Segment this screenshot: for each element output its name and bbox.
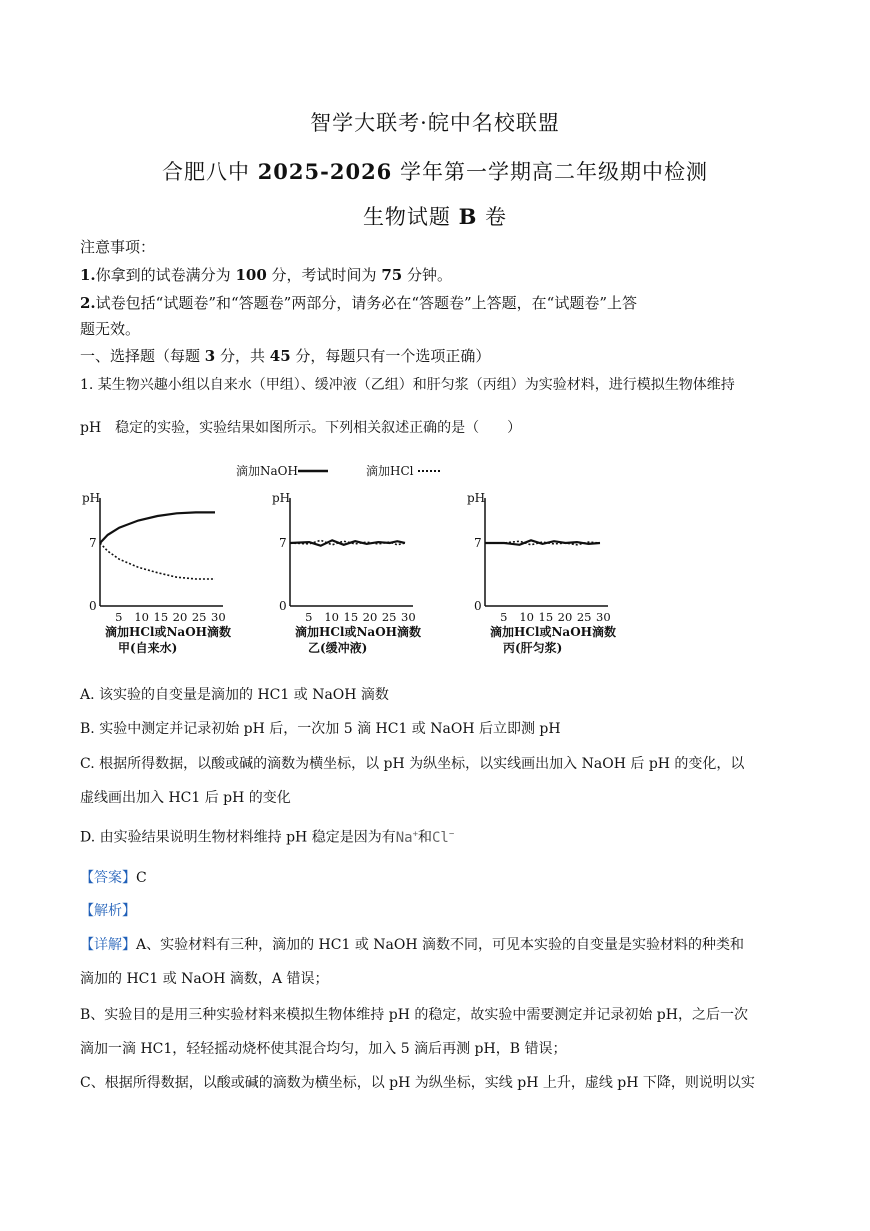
notice-item-1-text-b: 分，考试时间为 <box>266 266 382 284</box>
ph-experiment-figure <box>80 458 640 663</box>
panel-2-y-tick-7: 7 <box>279 536 287 550</box>
question-1-line-2: pH 稳定的实验，实验结果如图所示。下列相关叙述正确的是（ ） <box>80 420 522 436</box>
analysis-label: 【解析】 <box>80 903 136 919</box>
panel-1-caption: 甲(自来水) <box>118 641 178 655</box>
notice-item-1-number: 1. <box>80 266 96 284</box>
panel-3-y-tick-0: 0 <box>474 599 482 613</box>
panel-3-y-tick-7: 7 <box>474 536 482 550</box>
section-heading-b: 分，共 <box>215 347 270 365</box>
panel-1-y-label: pH <box>82 491 101 505</box>
notice-item-1 <box>80 268 452 283</box>
section-heading-a: 一、选择题（每题 <box>80 347 205 365</box>
analysis-c-line-1: C、根据所得数据，以酸或碱的滴数为横坐标，以 pH 为纵坐标，实线 pH 上升，虚线 pH 下降，则说明以实 <box>80 1075 755 1091</box>
exam-school-title <box>0 156 870 186</box>
panel-1-x-tick-20: 20 <box>172 610 188 624</box>
sodium-ion-symbol: Na <box>395 829 413 846</box>
panel-1-x-tick-30: 30 <box>211 610 226 624</box>
notice-exam-time: 75 <box>381 266 403 284</box>
option-d <box>80 830 454 845</box>
analysis-a-line-1 <box>80 938 744 952</box>
question-1-line-1: 1. 某生物兴趣小组以自来水（甲组）、缓冲液（乙组）和肝匀浆（丙组）为实验材料，进行模拟生物体维持 <box>80 377 735 393</box>
panel-2-x-tick-20: 20 <box>362 610 378 624</box>
panel-1-x-label: 滴加HCl或NaOH滴数 <box>105 625 231 639</box>
option-c-line-2: 虚线画出加入 HC1 后 pH 的变化 <box>80 790 291 806</box>
panel-1-x-tick-10: 10 <box>134 610 149 624</box>
detail-label: 【详解】 <box>80 937 136 953</box>
panel-2-y-tick-0: 0 <box>279 599 287 613</box>
panel-2-x-tick-25: 25 <box>381 610 397 624</box>
answer-value: C <box>136 870 147 886</box>
paper-suffix: 卷 <box>477 205 508 229</box>
notice-item-2-line-1: 试卷包括“试题卷”和“答题卷”两部分，请务必在“答题卷”上答题，在“试题卷”上答 <box>95 294 638 312</box>
panel-1-x-tick-5: 5 <box>115 610 123 624</box>
notice-item-2 <box>80 296 637 311</box>
panel-2-y-label: pH <box>272 491 291 505</box>
legend-hcl-label: 滴加HCl <box>366 464 414 478</box>
section-heading <box>80 349 490 364</box>
option-b: B. 实验中测定并记录初始 pH 后，一次加 5 滴 HC1 或 NaOH 后立即测 pH <box>80 721 561 737</box>
exam-term: 学年第一学期高二年级期中检测 <box>392 160 708 184</box>
option-c-line-1: C. 根据所得数据，以酸或碱的滴数为横坐标，以 pH 为纵坐标，以实线画出加入 NaOH 后 pH 的变化，以 <box>80 756 745 772</box>
subject-name: 生物试题 <box>362 205 459 229</box>
sodium-ion-charge: + <box>412 829 418 839</box>
option-a: A. 该实验的自变量是滴加的 HC1 或 NaOH 滴数 <box>80 687 389 703</box>
panel-1-y-tick-7: 7 <box>89 536 97 550</box>
notice-item-1-text-a: 你拿到的试卷满分为 <box>95 266 236 284</box>
panel-1-naoh-line <box>100 512 215 543</box>
section-heading-c: 分，每题只有一个选项正确） <box>290 347 491 365</box>
panel-1-x-tick-15: 15 <box>153 610 169 624</box>
analysis-b-line-2: 滴加一滴 HC1，轻轻摇动烧杯使其混合均匀，加入 5 滴后再测 pH，B 错误； <box>80 1041 567 1057</box>
notice-item-1-text-c: 分钟。 <box>402 266 452 284</box>
chart-legend <box>236 463 440 478</box>
option-d-and: 和 <box>417 829 432 846</box>
school-name: 合肥八中 <box>162 160 258 184</box>
panel-3-x-tick-15: 15 <box>538 610 554 624</box>
panel-3-x-tick-5: 5 <box>500 610 508 624</box>
school-year: 2025-2026 <box>257 159 393 184</box>
chloride-ion <box>432 830 454 846</box>
panel-3-y-label: pH <box>467 491 486 505</box>
section-points-each: 3 <box>204 347 216 365</box>
panel-2-x-tick-5: 5 <box>305 610 313 624</box>
panel-1-hcl-line <box>100 543 215 579</box>
analysis-a-text: A、实验材料有三种，滴加的 HC1 或 NaOH 滴数不同，可见本实验的自变量是实验材料的种类和 <box>136 937 745 953</box>
answer-label: 【答案】 <box>80 870 136 886</box>
chloride-ion-symbol: Cl <box>431 829 449 846</box>
panel-3-x-tick-20: 20 <box>557 610 573 624</box>
panel-2-x-tick-15: 15 <box>343 610 359 624</box>
panel-3-x-tick-10: 10 <box>519 610 534 624</box>
option-d-text: D. 由实验结果说明生物材料维持 pH 稳定是因为有 <box>80 829 396 846</box>
panel-3-x-tick-25: 25 <box>576 610 592 624</box>
panel-1-x-tick-25: 25 <box>191 610 207 624</box>
notice-heading: 注意事项： <box>80 238 156 256</box>
notice-item-2-line-2: 题无效。 <box>80 320 141 338</box>
panel-1-y-tick-0: 0 <box>89 599 97 613</box>
notice-total-score: 100 <box>235 266 267 284</box>
answer-line <box>80 871 147 885</box>
analysis-b-line-1: B、实验目的是用三种实验材料来模拟生物体维持 pH 的稳定，故实验中需要测定并记录初始 pH，之后一次 <box>80 1007 748 1023</box>
exam-subject-title <box>0 201 870 231</box>
analysis-a-line-2: 滴加的 HC1 或 NaOH 滴数，A 错误； <box>80 971 329 987</box>
notice-item-2-number: 2. <box>80 294 96 312</box>
panel-2-caption: 乙(缓冲液) <box>308 641 368 655</box>
panel-2-x-tick-30: 30 <box>401 610 416 624</box>
paper-version: B <box>458 204 478 229</box>
sodium-ion <box>396 830 418 846</box>
exam-organizer-title: 智学大联考·皖中名校联盟 <box>310 111 560 135</box>
panel-3-x-label: 滴加HCl或NaOH滴数 <box>490 625 616 639</box>
panel-3-x-tick-30: 30 <box>596 610 611 624</box>
section-points-total: 45 <box>269 347 291 365</box>
chloride-ion-charge: − <box>448 829 455 839</box>
panel-2-x-tick-10: 10 <box>324 610 339 624</box>
legend-naoh-label: 滴加NaOH <box>236 464 298 478</box>
panel-3-caption: 丙(肝匀浆) <box>503 641 563 655</box>
panel-2-x-label: 滴加HCl或NaOH滴数 <box>295 625 421 639</box>
